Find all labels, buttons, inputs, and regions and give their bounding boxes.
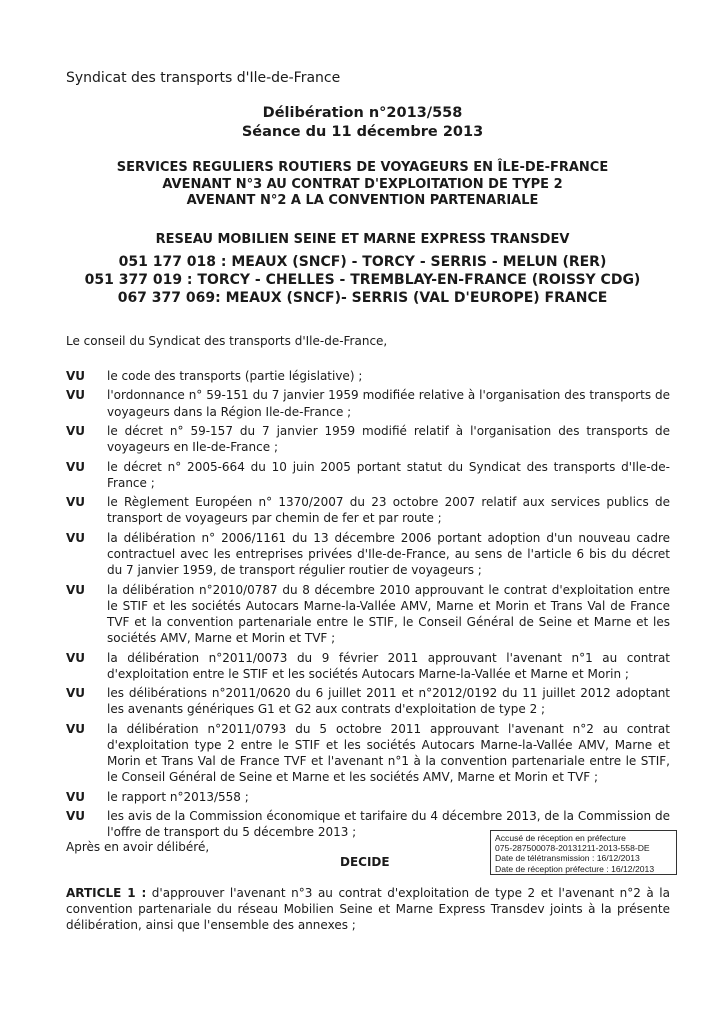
subject-line-2: AVENANT N°3 AU CONTRAT D'EXPLOITATION DE TYPE 2 (162, 176, 563, 192)
vu-label: VU (66, 530, 86, 545)
vu-item (66, 650, 670, 682)
subject-line-3: AVENANT N°2 A LA CONVENTION PARTENARIALE (186, 193, 539, 208)
article-1-text: d'approuver l'avenant n°3 au contrat d'exploitation de type 2 et l'avenant n°2 à la convention partenariale du réseau Mobilien Seine et Marne Express Transdev joints à la présente délibération, ainsi que l'ensemble des annexes ; (66, 886, 670, 933)
vu-label: VU (66, 650, 86, 665)
vu-item (66, 789, 670, 805)
vu-list (66, 368, 670, 844)
vu-text: le Règlement Européen n° 1370/2007 du 23 octobre 2007 relatif aux services publics de transport de voyageurs par chemin de fer et par route ; (107, 495, 670, 526)
vu-label: VU (66, 582, 86, 597)
vu-label: VU (66, 423, 86, 438)
stamp-line-2: 075-287500078-20131211-2013-558-DE (495, 843, 650, 854)
subject-line-1: SERVICES REGULIERS ROUTIERS DE VOYAGEURS EN ÎLE-DE-FRANCE (116, 160, 609, 175)
vu-text: le rapport n°2013/558 ; (107, 789, 249, 804)
vu-text: les avis de la Commission économique et tarifaire du 4 décembre 2013, de la Commission de l'offre de transport du 5 décembre 2013 ; (107, 809, 670, 840)
vu-item (66, 685, 670, 717)
decide-heading: DECIDE (340, 855, 390, 869)
vu-text: les délibérations n°2011/0620 du 6 juillet 2011 et n°2012/0192 du 11 juillet 2012 adoptant les avenants génériques G1 et G2 aux contrats d'exploitation de type 2 ; (107, 686, 670, 717)
stamp-line-3: Date de télétransmission : 16/12/2013 (495, 853, 640, 864)
stamp-line-4: Date de réception préfecture : 16/12/2013 (495, 863, 655, 874)
vu-label: VU (66, 721, 86, 736)
vu-label: VU (66, 789, 86, 804)
vu-item (66, 530, 670, 579)
vu-label: VU (66, 495, 86, 510)
vu-text: la délibération n°2011/0073 du 9 février 2011 approuvant l'avenant n°1 au contrat d'exploitation entre le STIF et les sociétés Autocars Marne-la-Vallée et Marne et Morin ; (107, 650, 670, 681)
vu-label: VU (66, 459, 86, 474)
prefecture-receipt-stamp (490, 830, 677, 875)
vu-item (66, 582, 670, 647)
vu-text: le décret n° 59-157 du 7 janvier 1959 modifié relatif à l'organisation des transports de voyageurs en Ile-de-France ; (107, 423, 670, 455)
vu-text: le décret n° 2005-664 du 10 juin 2005 portant statut du Syndicat des transports d'Ile-de-France ; (107, 459, 670, 490)
seance-date: Séance du 11 décembre 2013 (241, 124, 484, 140)
vu-item (66, 494, 670, 526)
stamp-line-1: Accusé de réception en préfecture (495, 833, 626, 843)
vu-label: VU (66, 388, 86, 403)
network-title: RESEAU MOBILIEN SEINE ET MARNE EXPRESS TRANSDEV (155, 232, 570, 247)
organization-name: Syndicat des transports d'Ile-de-France (66, 70, 341, 86)
deliberation-number: Délibération n°2013/558 (262, 105, 463, 121)
vu-item (66, 387, 670, 419)
vu-text: la délibération n°2010/0787 du 8 décembre 2010 approuvant le contrat d'exploitation entre le STIF et les sociétés Autocars Marne-la-Vallée AMV, Marne et Morin et Trans Val de France TVF et la convention partenariale entre le STIF, le Conseil Général de Seine et Marne et les sociétés AMV, Marne et Morin et TVF ; (107, 582, 670, 646)
network-line-1: 051 177 018 : MEAUX (SNCF) - TORCY - SERRIS - MELUN (RER) (118, 254, 607, 270)
after-deliberation-text: Après en avoir délibéré, (66, 840, 210, 854)
vu-label: VU (66, 809, 86, 824)
vu-text: l'ordonnance n° 59-151 du 7 janvier 1959 modifiée relative à l'organisation des transports de voyageurs dans la Région Ile-de-France ; (107, 388, 670, 419)
article-1-label: ARTICLE 1 : (66, 886, 147, 900)
network-line-3: 067 377 069: MEAUX (SNCF)- SERRIS (VAL D'EUROPE) FRANCE (117, 290, 608, 306)
deliberation-header (40, 104, 685, 142)
vu-item (66, 368, 670, 384)
network-line-2: 051 377 019 : TORCY - CHELLES - TREMBLAY-EN-FRANCE (ROISSY CDG) (84, 272, 641, 288)
vu-item (66, 721, 670, 786)
vu-label: VU (66, 369, 86, 383)
article-1 (66, 885, 670, 934)
subject-block (40, 160, 685, 210)
intro-text: Le conseil du Syndicat des transports d'Ile-de-France, (66, 334, 388, 348)
vu-text: la délibération n°2011/0793 du 5 octobre 2011 approuvant l'avenant n°2 au contrat d'exploitation type 2 entre le STIF et les sociétés Autocars Marne-la-Vallée AMV, Marne et Morin et Trans Val de France TVF et l'avenant n°1 à la convention partenariale entre le STIF, le Conseil Général de Seine et Marne et les sociétés AMV, Marne et Morin et TVF ; (107, 721, 670, 785)
vu-item (66, 459, 670, 491)
vu-text: la délibération n° 2006/1161 du 13 décembre 2006 portant adoption d'un nouveau cadre contractuel avec les entreprises privées d'Ile-de-France, au sens de l'article 6 bis du décret du 7 janvier 1959, de transport régulier routier de voyageurs ; (107, 530, 670, 578)
vu-text: le code des transports (partie législative) ; (107, 369, 363, 383)
vu-label: VU (66, 686, 86, 701)
network-block (40, 231, 685, 307)
vu-item (66, 423, 670, 455)
